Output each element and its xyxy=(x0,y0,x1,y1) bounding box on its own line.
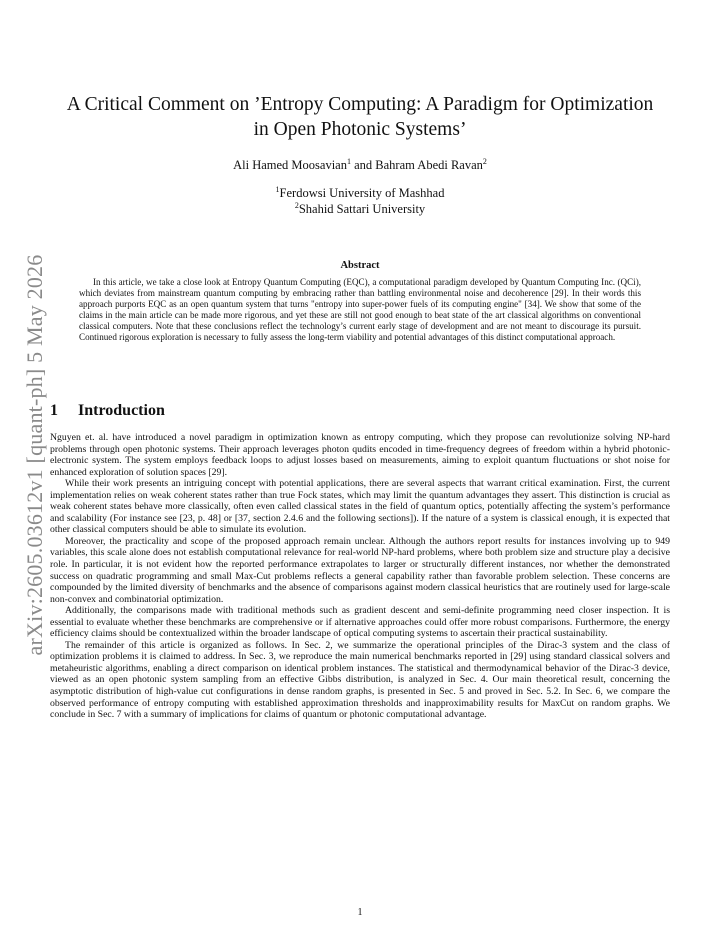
body-paragraph: Additionally, the comparisons made with traditional methods such as gradient descent and semi-definite programming need closer inspection. It is essential to evaluate whether these benchmarks are comprehensive or if alternative approaches could offer more robust comparisons. Furthermore, the energy efficiency claims should be contextualized within the broader landscape of optical computing systems to ascertain their practical sustainability. xyxy=(50,605,670,640)
author-line xyxy=(60,158,660,173)
section-number: 1 xyxy=(50,402,58,419)
section-heading xyxy=(50,402,165,420)
affiliation-mark: 1 xyxy=(275,184,280,194)
page-number: 1 xyxy=(357,907,363,918)
section-title: Introduction xyxy=(78,402,165,419)
affiliation-mark: 2 xyxy=(482,156,487,166)
affiliation-mark: 1 xyxy=(346,156,351,166)
author-joiner: and xyxy=(350,158,376,172)
body-paragraph: Nguyen et. al. have introduced a novel paradigm in optimization known as entropy computing, which they propose can revolutionize solving NP-hard problems through open photonic systems. Their approach leverages photon qudits encoded in time-frequency degrees of freedom within a hybrid photonic-electronic system. The system employs feedback loops to adjust losses based on measurements, aiming to exploit quantum fluctuations or shot noise for enhanced exploration of solution spaces [29]. xyxy=(50,432,670,478)
paper-title: A Critical Comment on ’Entropy Computing: A Paradigm for Optimization in Open Photonic Systems’ xyxy=(66,94,654,140)
abstract-heading: Abstract xyxy=(340,260,380,271)
affiliation-item xyxy=(60,201,660,217)
section-body xyxy=(50,432,670,721)
body-paragraph: Moreover, the practicality and scope of the proposed approach remain unclear. Although the authors report results for instances involving up to 949 variables, this scale alone does not establish computational relevance for real-world NP-hard problems, where both problem size and structure play a decisive role. In particular, it is not evident how the reported performance extrapolates to larger or structurally different instances, nor whether the demonstrated success on quadratic programming and small Max-Cut problems reflects a general capability rather than favorable problem selection. These concerns are compounded by the limited diversity of benchmarks and the absence of comparisons against modern classical heuristics that are routinely used for large-scale non-convex and combinatorial optimization. xyxy=(50,535,670,605)
arxiv-identifier-stamp: arXiv:2605.03612v1 [quant-ph] 5 May 2026 xyxy=(22,254,47,656)
author-name: Ali Hamed Moosavian xyxy=(233,158,347,172)
body-paragraph: While their work presents an intriguing concept with potential applications, there are several aspects that warrant critical examination. First, the current implementation relies on weak coherent states rather than true Fock states, which may limit the quantum advantages they assert. This distinction is crucial as weak coherent states behave more classically, often even called classical states in the field of quantum optics, potentially affecting the system’s performance and scalability (For instance see [23, p. 48] or [37, section 2.4.6 and the following sections]). If the nature of a system is classical enough, it is expected that other classical computers should be able to simulate its evolution. xyxy=(50,478,670,536)
affiliations xyxy=(60,185,660,217)
affiliation-item xyxy=(60,185,660,201)
affiliation-name: Shahid Sattari University xyxy=(298,202,426,216)
abstract-text: In this article, we take a close look at Entropy Quantum Computing (EQC), a computational paradigm developed by Quantum Computing Inc. (QCi), which deviates from mainstream quantum computing by embracing rather than battling environmental noise and decoherence [29]. In their words this approach purports EQC as an open quantum system that turns "entropy into super-power fuels of its computing engine" [34]. We show that some of the claims in the main article can be made more rigorous, and yet these are still not good enough to beat state of the art classical algorithms on conventional classical computers. Note that these conclusions reflect the technology’s current early stage of development and are not meant to discourage its pursuit. Continued rigorous exploration is necessary to fully assess the long-term viability and potential advantages of this distinct computational approach. xyxy=(79,277,641,343)
affiliation-mark: 2 xyxy=(294,200,299,210)
affiliation-name: Ferdowsi University of Mashhad xyxy=(279,186,445,200)
body-paragraph: The remainder of this article is organized as follows. In Sec. 2, we summarize the operational principles of the Dirac-3 system and the class of optimization problems it is claimed to address. In Sec. 3, we reproduce the main numerical benchmarks reported in [29] using standard classical solvers and metaheuristic algorithms, enabling a direct comparison on identical problem instances. The statistical and thermodynamical behavior of the Dirac-3 device, viewed as an open photonic system sampling from an effective Gibbs distribution, is analyzed in Sec. 4. Our main theoretical result, concerning the asymptotic distribution of high-value cut configurations in dense random graphs, is presented in Sec. 5 and proved in Sec. 5.2. In Sec. 6, we compare the observed performance of entropy computing with established approximation thresholds and inapproximability results for MaxCut on random graphs. We conclude in Sec. 7 with a summary of implications for claims of quantum or photonic computational advantage. xyxy=(50,639,670,721)
author-name: Bahram Abedi Ravan xyxy=(375,158,483,172)
